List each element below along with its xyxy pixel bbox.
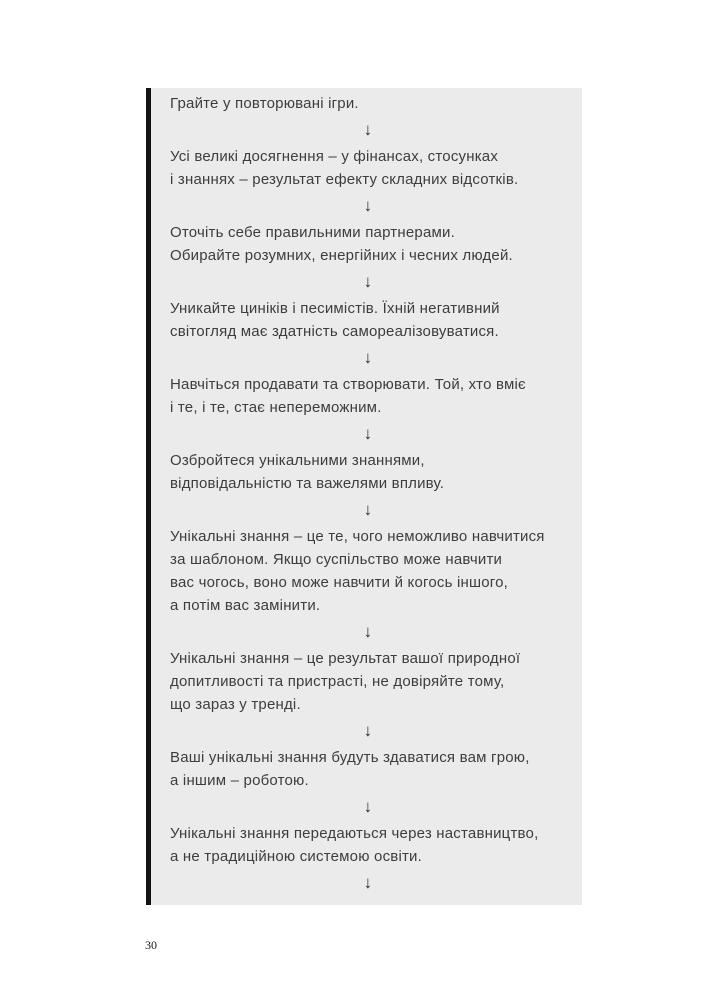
text-line: Унікальні знання – це те, чого неможливо навчитися bbox=[170, 528, 545, 545]
text-line: Усі великі досягнення – у фінансах, стосунках bbox=[170, 148, 499, 165]
page-number: 30 bbox=[145, 938, 157, 952]
text-line: Грайте у повторювані ігри. bbox=[170, 95, 359, 112]
down-arrow-icon: ↓ bbox=[363, 797, 373, 816]
paragraph bbox=[170, 221, 566, 267]
down-arrow-icon: ↓ bbox=[363, 348, 373, 367]
arrow-separator-row bbox=[170, 871, 566, 895]
paragraph bbox=[170, 92, 566, 115]
text-line: а іншим – роботою. bbox=[170, 772, 309, 789]
arrow-separator-row bbox=[170, 719, 566, 743]
arrow-separator-row bbox=[170, 118, 566, 142]
text-line: і знаннях – результат ефекту складних відсотків. bbox=[170, 171, 519, 188]
down-arrow-icon: ↓ bbox=[363, 272, 373, 291]
text-line: а потім вас замінити. bbox=[170, 597, 321, 614]
text-line: відповідальністю та важелями впливу. bbox=[170, 475, 445, 492]
arrow-separator-row bbox=[170, 194, 566, 218]
paragraph bbox=[170, 373, 566, 419]
arrow-separator-row bbox=[170, 620, 566, 644]
text-line: і те, і те, стає непереможним. bbox=[170, 399, 382, 416]
paragraph bbox=[170, 525, 566, 617]
text-line: Навчіться продавати та створювати. Той, хто вміє bbox=[170, 376, 526, 393]
text-line: допитливості та пристрасті, не довіряйте тому, bbox=[170, 673, 505, 690]
page-content bbox=[151, 88, 582, 905]
book-page-panel bbox=[146, 88, 582, 905]
paragraph bbox=[170, 297, 566, 343]
down-arrow-icon: ↓ bbox=[363, 196, 373, 215]
arrow-separator-row bbox=[170, 422, 566, 446]
down-arrow-icon: ↓ bbox=[363, 721, 373, 740]
paragraph bbox=[170, 449, 566, 495]
down-arrow-icon: ↓ bbox=[363, 500, 373, 519]
down-arrow-icon: ↓ bbox=[363, 873, 373, 892]
arrow-separator-row bbox=[170, 795, 566, 819]
text-line: Уникайте циніків і песимістів. Їхній негативний bbox=[170, 300, 500, 317]
down-arrow-icon: ↓ bbox=[363, 120, 373, 139]
paragraph bbox=[170, 822, 566, 868]
arrow-separator-row bbox=[170, 346, 566, 370]
text-line: Ваші унікальні знання будуть здаватися вам грою, bbox=[170, 749, 530, 766]
paragraph bbox=[170, 746, 566, 792]
text-line: Унікальні знання передаються через наставництво, bbox=[170, 825, 539, 842]
text-line: Озбройтеся унікальними знаннями, bbox=[170, 452, 425, 469]
down-arrow-icon: ↓ bbox=[363, 424, 373, 443]
paragraph bbox=[170, 647, 566, 716]
arrow-separator-row bbox=[170, 270, 566, 294]
text-line: Оточіть себе правильними партнерами. bbox=[170, 224, 455, 241]
text-line: за шаблоном. Якщо суспільство може навчити bbox=[170, 551, 503, 568]
text-line: Унікальні знання – це результат вашої природної bbox=[170, 650, 521, 667]
text-line: світогляд має здатність самореалізовуватися. bbox=[170, 323, 499, 340]
paragraph bbox=[170, 145, 566, 191]
text-line: вас чогось, воно може навчити й когось іншого, bbox=[170, 574, 509, 591]
down-arrow-icon: ↓ bbox=[363, 622, 373, 641]
text-line: Обирайте розумних, енергійних і чесних людей. bbox=[170, 247, 513, 264]
text-line: а не традиційною системою освіти. bbox=[170, 848, 422, 865]
arrow-separator-row bbox=[170, 498, 566, 522]
text-line: що зараз у тренді. bbox=[170, 696, 301, 713]
